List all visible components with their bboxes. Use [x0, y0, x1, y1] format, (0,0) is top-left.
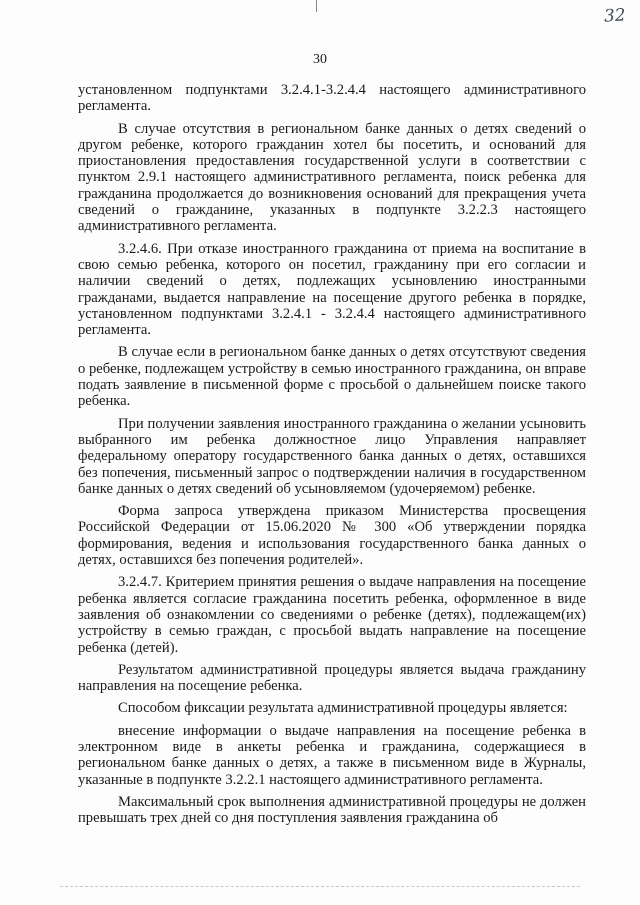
paragraph-continuation: установленном подпунктами 3.2.4.1-3.2.4.4 настоящего административного регламента. — [78, 82, 586, 115]
paragraph: Результатом административной процедуры является выдача гражданину направления на посещение ребенка. — [78, 661, 586, 695]
document-body — [78, 82, 586, 832]
paragraph: Способом фиксации результата административной процедуры является: — [118, 700, 568, 717]
paragraph-3-2-4-6: 3.2.4.6. При отказе иностранного гражданина от приема на воспитание в свою семью ребенка, которого он посетил, гражданину при его согласии и наличии сведений о детях, подлежащих усыновлению иностранными гражданами, выдается направление на посещение другого ребенка в порядке, установленном подпунктами 3.2.4.1 - 3.2.4.4 настоящего административного регламента. — [78, 240, 586, 339]
paragraph: При получении заявления иностранного гражданина о желании усыновить выбранного им ребенка должностное лицо Управления направляет федеральному оператору государственного банка данных о детях, оставшихся без попечения, письменный запрос о подтверждении наличия в государственном банке данных о детях сведений об усыновляемом (удочеряемом) ребенке. — [78, 415, 586, 497]
paragraph: Форма запроса утверждена приказом Министерства просвещения Российской Федерации от 15.06.2020 № 300 «Об утверждении порядка формирования, ведения и использования государственного банка данных о детях, оставшихся без попечения родителей». — [78, 503, 586, 569]
handwritten-page-number: 32 — [603, 5, 627, 27]
page-number: 30 — [313, 52, 327, 67]
scan-bottom-edge — [60, 886, 580, 887]
paragraph-3-2-4-7: 3.2.4.7. Критерием принятия решения о выдаче направления на посещение ребенка является согласие гражданина посетить ребенка, оформленное в виде заявления об ознакомлении со сведениями о ребенке (детях), подлежащем(их) устройству в семью граждан, с просьбой выдать направление на посещение ребенка (детей). — [78, 574, 586, 656]
paragraph: В случае если в региональном банке данных о детях отсутствуют сведения о ребенке, подлежащем устройству в семью иностранного гражданина, он вправе подать заявление в письменной форме с просьбой о дальнейшем поиске такого ребенка. — [78, 344, 586, 410]
paragraph: Максимальный срок выполнения административной процедуры не должен превышать трех дней со дня поступления заявления гражданина об — [78, 793, 586, 827]
paragraph: внесение информации о выдаче направления на посещение ребенка в электронном виде в анкеты ребенка и гражданина, содержащиеся в региональном банке данных о детях, а также в письменном виде в Журналы, указанные в подпункте 3.2.2.1 настоящего административного регламента. — [78, 722, 586, 788]
scan-mark — [316, 0, 317, 12]
paragraph: В случае отсутствия в региональном банке данных о детях сведений о другом ребенке, которого гражданин хотел бы посетить, и оснований для приостановления предоставления государственной услуги в соответствии с пунктом 2.9.1 настоящего административного регламента, поиск ребенка для гражданина продолжается до возникновения оснований для прекращения учета сведений о гражданине, указанных в подпункте 3.2.2.3 настоящего административного регламента. — [78, 120, 586, 235]
